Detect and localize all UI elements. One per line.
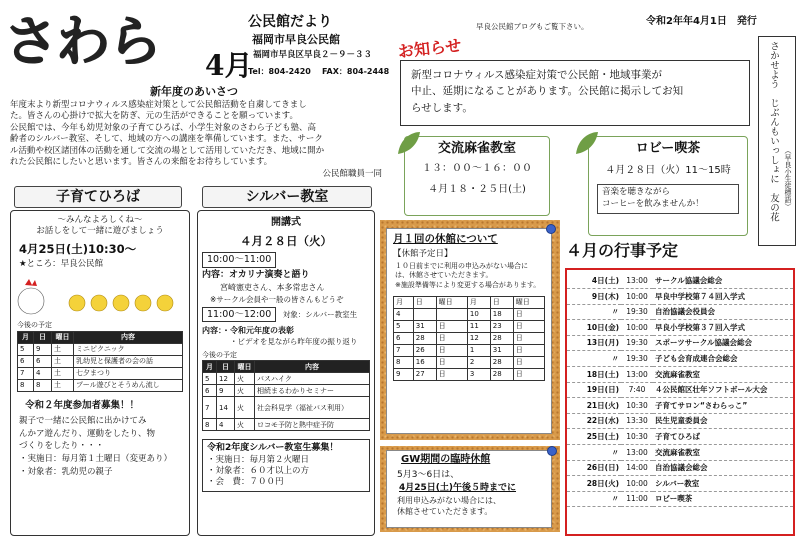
event-time: 10:00: [621, 320, 653, 336]
event-time: 10:00: [621, 289, 653, 305]
event-row: [567, 460, 793, 476]
kosodate-place: ★ところ：早良公民館: [19, 258, 104, 269]
kosodate-recruit-line: んかア遊んだり、運動をしたり、物: [19, 428, 156, 439]
closed-cork-board: [380, 220, 560, 440]
kosodate-panel: [10, 210, 190, 536]
closed-desc: １０日前までに利用の申込みがない場合に: [395, 261, 528, 270]
notice-line: らせします。: [411, 101, 473, 114]
event-date: 25日(土): [567, 429, 621, 445]
issue-month: 4月: [205, 49, 253, 82]
event-name: ロビー喫茶: [653, 491, 793, 507]
event-date: 21日(火): [567, 398, 621, 414]
gw-title: GW期間の臨時休館: [401, 454, 491, 465]
lobby-body: 音楽を聴きながら: [602, 186, 671, 197]
event-date: 〃: [567, 304, 621, 320]
col-header: 内容: [255, 361, 370, 373]
table-row: 6 28 日 12 28 日: [394, 333, 545, 345]
leaf-icon: [394, 128, 424, 158]
closed-desc: は、休館させていただきます。: [395, 271, 493, 280]
event-name: 早良中学校第７４回入学式: [653, 289, 793, 305]
greeting-title: 新年度のあいさつ: [150, 85, 238, 98]
lobby-title: ロビー喫茶: [635, 141, 701, 156]
event-time: 13:00: [621, 273, 653, 289]
lobby-box: [588, 136, 748, 236]
silver-time2: 11:00～12:00: [202, 307, 276, 322]
closed-title: 月１回の休館について: [393, 233, 498, 245]
events-table: [567, 273, 793, 507]
kosodate-schedule-table: [17, 331, 183, 392]
kosodate-recruit-title: 令和２年度参加者募集！！: [25, 400, 140, 411]
silver-content2b: ・ビデオを見ながら昨年度の振り返り: [230, 337, 358, 347]
kosodate-intro: お話しをして一緒に遊びましょう: [36, 225, 164, 236]
kosodate-date: 4月25日(土)10:30～: [19, 242, 137, 257]
notice-heading: お知らせ: [397, 35, 463, 62]
lobby-body: コーヒーを飲みませんか！: [602, 198, 704, 209]
silver-panel: [197, 210, 375, 536]
table-row: 7 14 火 社会科見学（福祉バス利用）: [203, 397, 370, 419]
silver-target: 対象：シルバー教室生: [282, 310, 358, 320]
event-time: 13:30: [621, 413, 653, 429]
pin-icon: [547, 446, 557, 456]
table-row: 5 12 火 バスハイク: [203, 373, 370, 385]
event-date: 28日(火): [567, 476, 621, 492]
event-name: 自治協議会役員会: [653, 304, 793, 320]
closed-note: [386, 228, 552, 434]
event-date: 13日(月): [567, 335, 621, 351]
event-row: [567, 413, 793, 429]
event-time: 13:00: [621, 445, 653, 461]
event-name: 子ども会育成連合会総会: [653, 351, 793, 367]
newsletter-logo: さわら: [4, 9, 160, 73]
kosodate-recruit-item: ・実施日：毎月第１土曜日（変更あり）: [19, 454, 173, 465]
gw-line: 利用申込みがない場合には、: [397, 496, 501, 505]
event-date: 26日(日): [567, 460, 621, 476]
table-row: 8 8 土 プール遊びとそうめん流し: [18, 380, 183, 392]
event-date: 〃: [567, 351, 621, 367]
event-row: [567, 398, 793, 414]
kosodate-header: 子育てひろば: [14, 186, 182, 208]
table-row: 8 16 日 2 28 日: [394, 357, 545, 369]
event-row: [567, 335, 793, 351]
silver-recruit-item: ・対象者：６０才以上の方: [207, 465, 310, 476]
issue-date: 令和2年年4月1日 発行: [646, 16, 757, 27]
col-header: 内容: [74, 332, 183, 344]
gw-line: 4月25日(土)午後５時までに: [399, 482, 517, 493]
year-note: [468, 345, 481, 346]
silver-note: ※サークル会員や一般の皆さんもどうぞ: [210, 295, 344, 304]
table-row: 6 6 土 乳幼児と保護者の会の話: [18, 356, 183, 368]
event-row: [567, 382, 793, 398]
closed-desc: ※施設準備等により変更する場合があります。: [395, 280, 541, 289]
event-name: 自治協議会総会: [653, 460, 793, 476]
table-row: 6 9 火 相続まるわかりセミナー: [203, 385, 370, 397]
org-address: 福岡市早良区早良２－９－３３: [253, 50, 373, 60]
events-title: ４月の行事予定: [566, 241, 679, 260]
event-name: 子育てサロン“さわらっこ”: [653, 398, 793, 414]
pin-icon: [546, 224, 556, 234]
event-date: 22日(水): [567, 413, 621, 429]
event-date: 〃: [567, 491, 621, 507]
gw-note: [386, 450, 552, 528]
event-date: 4日(土): [567, 273, 621, 289]
event-time: 11:00: [621, 491, 653, 507]
mahjong-title: 交流麻雀教室: [437, 141, 516, 156]
table-row: 8 4 火 ロコモ予防と熱中症予防: [203, 419, 370, 431]
closed-subtitle: 【休館予定日】: [393, 249, 453, 260]
col-header: 日: [34, 332, 52, 344]
event-name: 民生児童委員会: [653, 413, 793, 429]
slogan-source: （早良小生徒標語）: [784, 147, 792, 210]
mahjong-box: [404, 136, 550, 216]
event-time: 10:30: [621, 429, 653, 445]
blog-notice: 早良公民館ブログもご覧下さい。: [476, 22, 589, 31]
event-row: [567, 304, 793, 320]
kosodate-recruit-line: づくりをしたり・・・: [19, 441, 105, 452]
event-name: 交流麻雀教室: [653, 445, 793, 461]
silver-ceremony: 開講式: [271, 217, 301, 228]
silver-recruit-item: ・実施日：毎月第２火曜日: [207, 454, 310, 465]
table-row: 7 26 日 1 31 日: [394, 345, 545, 357]
events-panel: [565, 268, 795, 536]
event-date: 10日(金): [567, 320, 621, 336]
event-name: シルバー教室: [653, 476, 793, 492]
col-header: 曜日: [52, 332, 74, 344]
event-time: 10:00: [621, 476, 653, 492]
event-date: 〃: [567, 445, 621, 461]
slogan-box: [758, 36, 796, 246]
event-name: 早良小学校第３７回入学式: [653, 320, 793, 336]
tel: Tel：804-2420: [248, 67, 311, 76]
lobby-date: ４月２８日（火）11～15時: [605, 165, 731, 177]
event-time: 10:30: [621, 398, 653, 414]
event-row: [567, 429, 793, 445]
event-name: 子育てひろば: [653, 429, 793, 445]
silver-date: ４月２８日（火）: [240, 233, 332, 248]
event-row: [567, 491, 793, 507]
fax: FAX：804-2448: [322, 67, 390, 76]
silver-content2a: 内容：・令和元年度の表彰: [202, 326, 294, 336]
silver-schedule-table: [202, 360, 370, 431]
gw-line: 5月3～6日は、: [397, 469, 460, 480]
chicks-illustration: [11, 271, 187, 319]
table-row: 5 31 日 11 23 日: [394, 321, 545, 333]
greeting-line: 年度末より新型コロナウィルス感染症対策として公民館活動を自粛してきまし: [10, 100, 307, 110]
event-row: [567, 445, 793, 461]
closed-table: 月 日 曜日 月 日 曜日 4 10 18 日 5 31 日 11 23 日 6 28 日 12 28 日 7 26 日 1 31 日 8 16 日 2 28 日 9 27 日 3 28 日: [393, 296, 545, 381]
event-date: 18日(土): [567, 367, 621, 383]
greeting-line: れた公民館にしたいと思います。皆さんの来館をお待ちしています。: [10, 157, 273, 168]
greeting-sign: 公民館職員一同: [322, 168, 382, 179]
silver-recruit-title: 令和2年度シルバー教室生募集！: [207, 443, 339, 454]
silver-header: シルバー教室: [202, 186, 372, 208]
event-time: 19:30: [621, 335, 653, 351]
greeting-line: 公民館では、今年も幼児対象の子育てひろば、小学生対象のさわら子ども塾、高: [10, 122, 317, 133]
silver-recruit-box: [202, 439, 370, 492]
event-time: 14:00: [621, 460, 653, 476]
table-row: 9 27 日 3 28 日: [394, 369, 545, 381]
event-row: [567, 320, 793, 336]
col-header: 曜日: [235, 361, 255, 373]
event-name: 交流麻雀教室: [653, 367, 793, 383]
event-name: スポーツサークル協議会総会: [653, 335, 793, 351]
event-row: [567, 476, 793, 492]
col-header: 月: [203, 361, 217, 373]
col-header: 月: [18, 332, 34, 344]
silver-content1: 内容：オカリナ演奏と語り: [202, 269, 310, 280]
notice-line: 新型コロナウィルス感染症対策で公民館・地域事業が: [411, 69, 663, 81]
table-row: 4 10 18 日: [394, 309, 545, 321]
event-time: 7:40: [621, 382, 653, 398]
mahjong-dates: ４月１８・２５日(土): [428, 183, 526, 195]
slogan-text: さかせよう じぶんもいっしょに 友の花: [768, 41, 779, 222]
gw-line: 休館させていただきます。: [397, 507, 493, 516]
gw-cork-board: [380, 446, 560, 532]
event-time: 19:30: [621, 351, 653, 367]
kosodate-recruit-line: 親子で一緒に公民館に出かけてみ: [19, 415, 147, 426]
table-row: 5 9 土 ミニピクニック: [18, 344, 183, 356]
event-time: 19:30: [621, 304, 653, 320]
org-name: 福岡市早良公民館: [252, 33, 340, 46]
event-row: [567, 351, 793, 367]
leaf-icon: [572, 128, 602, 158]
silver-recruit-item: ・会 費：７００円: [207, 477, 284, 488]
kosodate-schedule-label: 今後の予定: [17, 321, 52, 330]
event-time: 13:00: [621, 367, 653, 383]
kosodate-intro: ～みんなよろしくね～: [57, 215, 143, 225]
silver-performer: 宮崎憲吏さん、本多常忠さん: [220, 283, 325, 292]
table-row: 7 4 土 七夕まつり: [18, 368, 183, 380]
silver-schedule-label: 今後の予定: [202, 350, 237, 359]
silver-time1: 10:00～11:00: [202, 252, 276, 268]
mahjong-time: １３：００～１６：００: [422, 163, 532, 175]
event-date: 9日(木): [567, 289, 621, 305]
greeting-line: た。皆さんの心掛けで拡大を防ぎ、元の生活ができることを願っています。: [10, 111, 298, 122]
event-name: ４公民館区壮年ソフトボール大会: [653, 382, 793, 398]
event-date: 19日(日): [567, 382, 621, 398]
event-row: [567, 289, 793, 305]
notice-box: [400, 60, 750, 126]
greeting-body: [10, 100, 390, 180]
col-header: 日: [217, 361, 235, 373]
event-row: [567, 367, 793, 383]
event-row: [567, 273, 793, 289]
greeting-line: 齢者のシルバー教室、そして、地域の方への講座を準備しています。また、サーク: [10, 134, 323, 145]
notice-line: 中止、延期になることがあります。公民館に掲示してお知: [411, 85, 684, 98]
greeting-line: ル活動や校区諸団体の活動を通して交流の場として活用していただき、地域に開か: [10, 145, 325, 156]
newsletter-title: 公民館だより: [248, 14, 332, 30]
event-name: サークル協議会総会: [653, 273, 793, 289]
kosodate-recruit-item: ・対象者：乳幼児の親子: [19, 466, 113, 477]
